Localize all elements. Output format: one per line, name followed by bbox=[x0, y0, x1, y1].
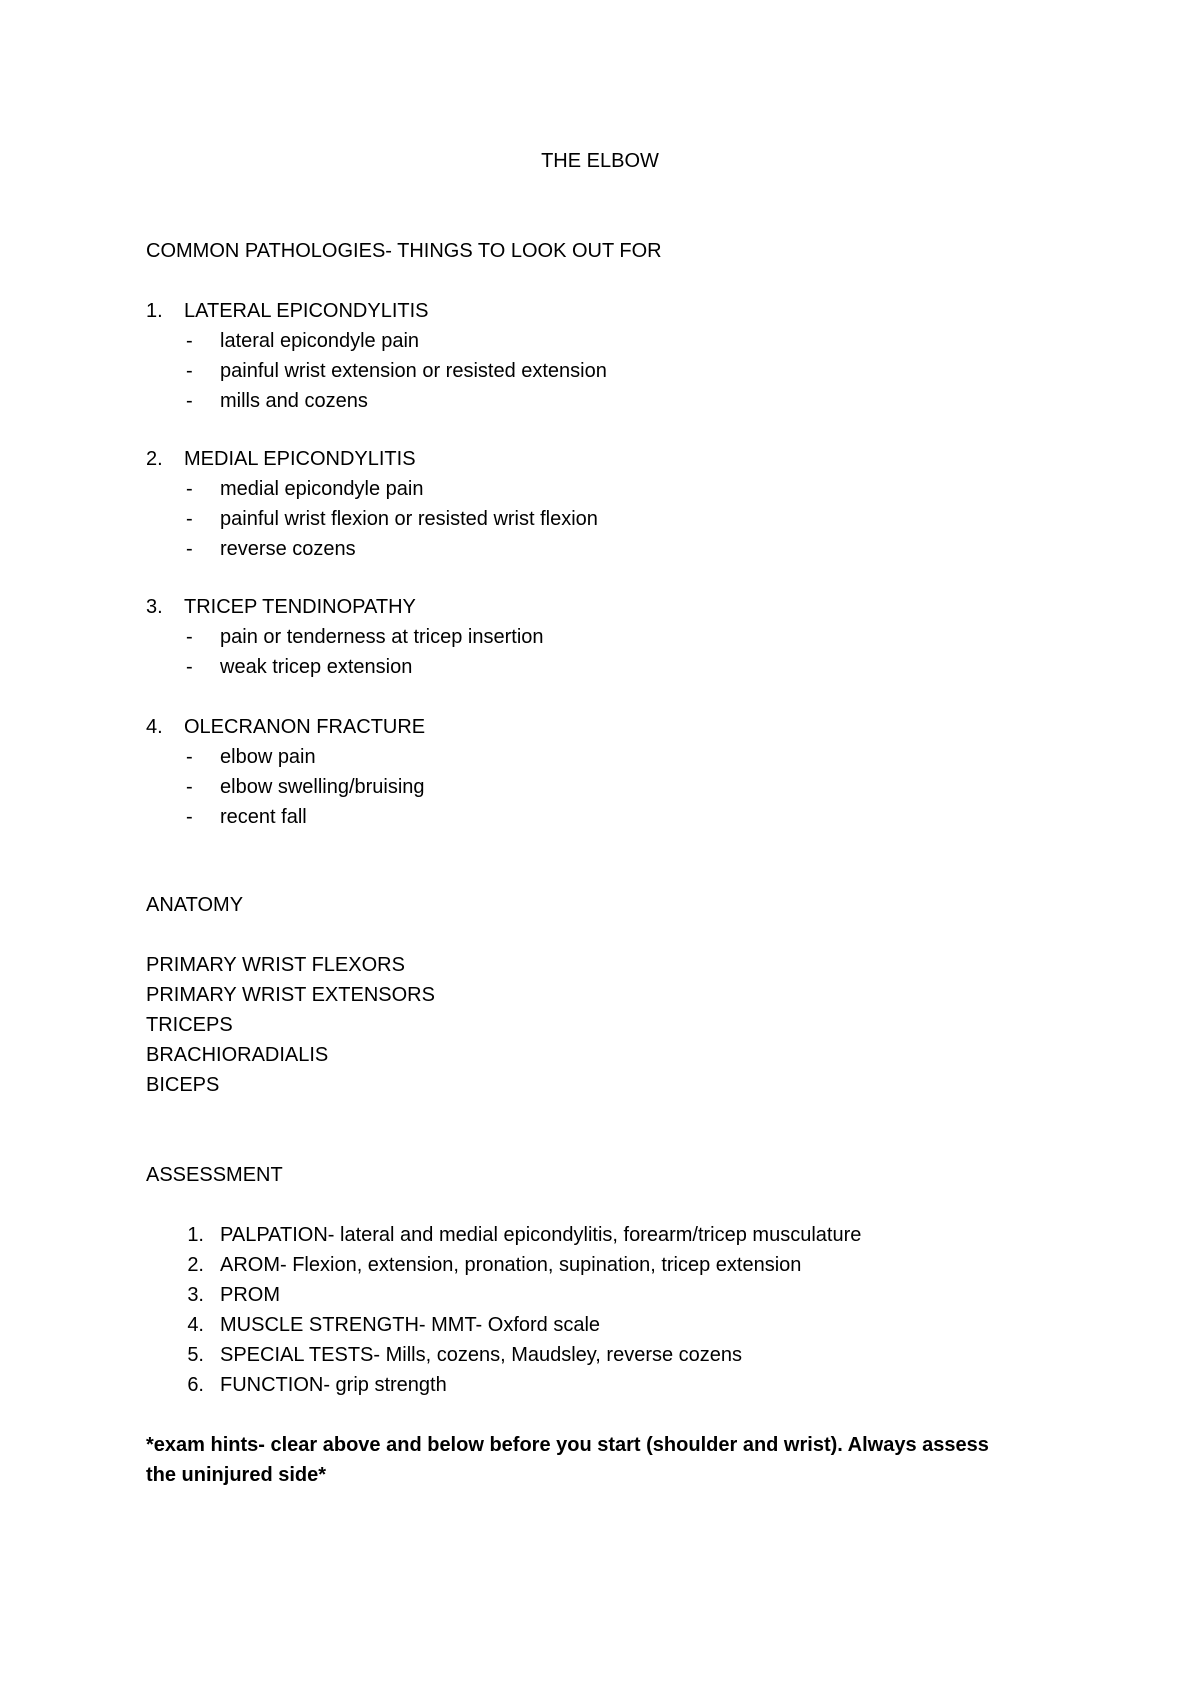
assessment-item: FUNCTION- grip strength bbox=[220, 1374, 447, 1396]
assessment-number: 3. bbox=[187, 1284, 204, 1306]
pathology-point: reverse cozens bbox=[220, 538, 356, 560]
anatomy-item: BRACHIORADIALIS bbox=[146, 1044, 329, 1066]
bullet-dash: - bbox=[186, 746, 193, 768]
pathology-name: TRICEP TENDINOPATHY bbox=[184, 596, 416, 618]
bullet-dash: - bbox=[186, 656, 193, 678]
pathology-point: recent fall bbox=[220, 806, 307, 828]
pathology-point: lateral epicondyle pain bbox=[220, 330, 420, 352]
pathology-point: mills and cozens bbox=[220, 390, 368, 412]
anatomy-heading: ANATOMY bbox=[146, 894, 244, 916]
page-title: THE ELBOW bbox=[541, 150, 659, 172]
pathology-number: 4. bbox=[146, 716, 163, 738]
exam-hint bbox=[146, 1430, 1066, 1490]
bullet-dash: - bbox=[186, 330, 193, 352]
bullet-dash: - bbox=[186, 478, 193, 500]
bullet-dash: - bbox=[186, 390, 193, 412]
pathologies-heading: COMMON PATHOLOGIES- THINGS TO LOOK OUT FOR bbox=[146, 240, 662, 262]
pathology-point: medial epicondyle pain bbox=[220, 478, 424, 500]
assessment-number: 4. bbox=[187, 1314, 204, 1336]
bullet-dash: - bbox=[186, 538, 193, 560]
anatomy-item: TRICEPS bbox=[146, 1014, 233, 1036]
assessment-item: MUSCLE STRENGTH- MMT- Oxford scale bbox=[220, 1314, 601, 1336]
exam-hint-line: *exam hints- clear above and below before you start (shoulder and wrist). Always assess bbox=[146, 1434, 989, 1456]
assessment-heading: ASSESSMENT bbox=[146, 1164, 283, 1186]
pathology-name: MEDIAL EPICONDYLITIS bbox=[184, 448, 416, 470]
pathology-point: painful wrist extension or resisted extension bbox=[220, 360, 607, 382]
bullet-dash: - bbox=[186, 508, 193, 530]
anatomy-item: PRIMARY WRIST EXTENSORS bbox=[146, 984, 435, 1006]
assessment-number: 5. bbox=[187, 1344, 204, 1366]
pathology-name: OLECRANON FRACTURE bbox=[184, 716, 426, 738]
assessment-number: 1. bbox=[187, 1224, 204, 1246]
assessment-item: PROM bbox=[220, 1284, 280, 1306]
assessment-item: SPECIAL TESTS- Mills, cozens, Maudsley, reverse cozens bbox=[220, 1344, 743, 1366]
pathology-point: painful wrist flexion or resisted wrist flexion bbox=[220, 508, 598, 530]
pathology-number: 3. bbox=[146, 596, 163, 618]
pathology-point: elbow pain bbox=[220, 746, 316, 768]
bullet-dash: - bbox=[186, 626, 193, 648]
bullet-dash: - bbox=[186, 776, 193, 798]
anatomy-item: PRIMARY WRIST FLEXORS bbox=[146, 954, 405, 976]
exam-hint-line: the uninjured side* bbox=[146, 1464, 327, 1486]
pathology-point: pain or tenderness at tricep insertion bbox=[220, 626, 544, 648]
pathology-point: elbow swelling/bruising bbox=[220, 776, 425, 798]
assessment-item: AROM- Flexion, extension, pronation, supination, tricep extension bbox=[220, 1254, 802, 1276]
assessment-item: PALPATION- lateral and medial epicondylitis, forearm/tricep musculature bbox=[220, 1224, 862, 1246]
pathology-number: 1. bbox=[146, 300, 163, 322]
pathology-number: 2. bbox=[146, 448, 163, 470]
pathology-name: LATERAL EPICONDYLITIS bbox=[184, 300, 429, 322]
bullet-dash: - bbox=[186, 360, 193, 382]
anatomy-item: BICEPS bbox=[146, 1074, 220, 1096]
pathology-point: weak tricep extension bbox=[220, 656, 413, 678]
bullet-dash: - bbox=[186, 806, 193, 828]
assessment-number: 6. bbox=[187, 1374, 204, 1396]
assessment-number: 2. bbox=[187, 1254, 204, 1276]
